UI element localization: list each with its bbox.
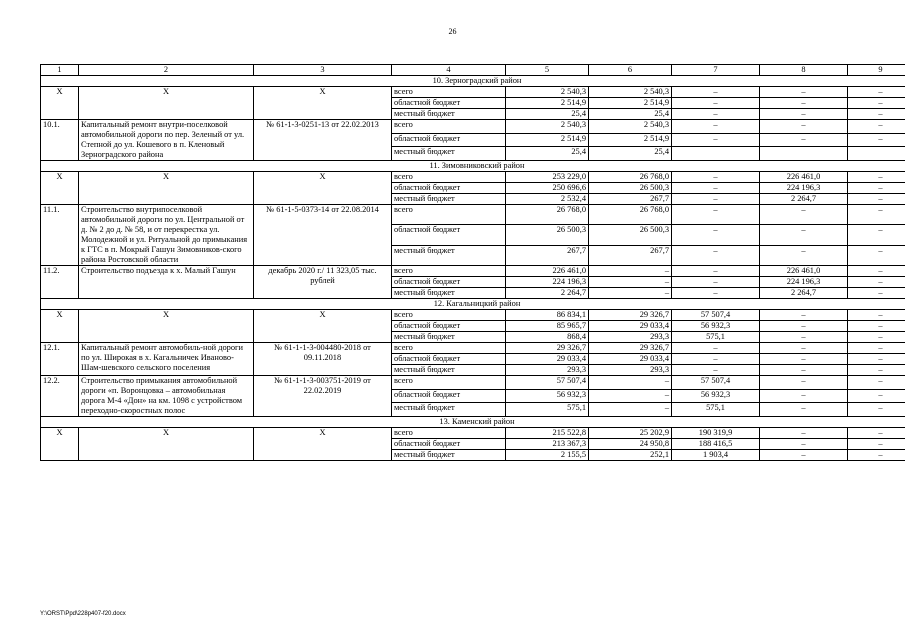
budget-value: – [672,225,760,245]
budget-value [672,147,760,161]
budget-source: всего [392,205,506,225]
item-description: Строительство внутрипоселковой автомобильной дороги по ул. Центральной от д. № 2 до д. № 58, и от перекрестка ул. Молодежной и ул. Ритуальной до примыкания к ГТС в п. Мокрый Гашун Зимовников-ского района Ростовской области [79,205,254,266]
budget-value: – [672,205,760,225]
budget-value: – [760,120,848,134]
budget-source: всего [392,376,506,390]
budget-value: 2 264,7 [506,288,589,299]
budget-value: – [760,439,848,450]
budget-value: 2 514,9 [589,133,672,147]
column-number: 1 [41,65,79,76]
budget-value: – [848,98,905,109]
section-row [41,161,905,172]
table-row [41,310,905,321]
budget-value: 29 326,7 [506,343,589,354]
budget-value: – [672,245,760,265]
budget-value: – [760,245,848,265]
budget-value: – [672,183,760,194]
budget-value: – [848,389,905,403]
budget-value: 2 264,7 [760,288,848,299]
budget-value: – [760,450,848,461]
budget-value: 190 319,9 [672,428,760,439]
budget-value: – [848,87,905,98]
budget-value: – [672,133,760,147]
item-number: 11.1. [41,205,79,266]
budget-value: 226 461,0 [506,266,589,277]
budget-value: – [589,389,672,403]
budget-value: 215 522,8 [506,428,589,439]
item-description: Строительство примыкания автомобильной дороги «п. Воронцовка – автомобильная дорога М-4 «Дон» на км. 1098 с устройством переходно-скоростных полос [79,376,254,417]
table-row [41,376,905,390]
section-row [41,299,905,310]
budget-source: местный бюджет [392,288,506,299]
budget-value: 26 500,3 [589,225,672,245]
budget-value: – [848,376,905,390]
budget-value: – [760,225,848,245]
budget-value: 213 367,3 [506,439,589,450]
budget-value: – [760,343,848,354]
section-title: 12. Кагальницкий район [41,299,905,310]
budget-source: всего [392,428,506,439]
file-path-footer: Y:\ORST\Ppd\228p407-f20.docx [40,611,126,617]
budget-source: местный бюджет [392,245,506,265]
budget-value: – [760,310,848,321]
section-title: 10. Зерноградский район [41,76,905,87]
budget-source: областной бюджет [392,321,506,332]
page-number: 26 [448,27,457,36]
budget-value: – [760,428,848,439]
table-row [41,172,905,183]
budget-value: 57 507,4 [672,310,760,321]
budget-source: местный бюджет [392,403,506,417]
budget-value: – [848,109,905,120]
budget-value: – [672,87,760,98]
budget-value: – [848,205,905,225]
budget-value: – [848,277,905,288]
budget-value: – [672,288,760,299]
table-row [41,428,905,439]
item-document: № 61-1-1-3-004480-2018 от 09.11.2018 [254,343,392,376]
budget-value: – [672,365,760,376]
budget-value: 267,7 [589,245,672,265]
item-document: X [254,87,392,120]
item-number: 10.1. [41,120,79,161]
budget-value: – [760,87,848,98]
budget-value: – [760,376,848,390]
budget-value: 575,1 [506,403,589,417]
budget-value: 2 155,5 [506,450,589,461]
item-description: X [79,172,254,205]
budget-value: – [589,277,672,288]
budget-value: 267,7 [506,245,589,265]
budget-source: областной бюджет [392,439,506,450]
budget-value: – [589,376,672,390]
budget-value: 293,3 [589,332,672,343]
budget-value: 29 033,4 [589,354,672,365]
budget-value: 26 768,0 [589,205,672,225]
column-number: 3 [254,65,392,76]
budget-value: 24 950,8 [589,439,672,450]
budget-value: – [760,321,848,332]
budget-value: 575,1 [672,332,760,343]
item-number: 11.2. [41,266,79,299]
budget-value: – [672,277,760,288]
table-row [41,87,905,98]
budget-value: 29 326,7 [589,310,672,321]
budget-value: 2 264,7 [760,194,848,205]
budget-value: – [589,266,672,277]
budget-source: всего [392,343,506,354]
item-document: декабрь 2020 г./ 11 323,05 тыс. рублей [254,266,392,299]
budget-value: 293,3 [589,365,672,376]
budget-value: – [672,109,760,120]
column-number: 5 [506,65,589,76]
budget-source: местный бюджет [392,147,506,161]
budget-value: – [672,354,760,365]
budget-source: областной бюджет [392,98,506,109]
item-description: X [79,428,254,461]
section-title: 11. Зимовниковский район [41,161,905,172]
budget-value: 56 932,3 [672,389,760,403]
budget-value: 57 507,4 [672,376,760,390]
column-number: 2 [79,65,254,76]
budget-value [848,147,905,161]
budget-value: 29 033,4 [506,354,589,365]
budget-value: 188 416,5 [672,439,760,450]
budget-source: местный бюджет [392,450,506,461]
budget-value: 267,7 [589,194,672,205]
item-number: X [41,310,79,343]
budget-source: всего [392,310,506,321]
budget-value: – [589,288,672,299]
budget-value: – [672,266,760,277]
budget-value: – [848,365,905,376]
item-document: № 61-1-5-0373-14 от 22.08.2014 [254,205,392,266]
budget-table [40,64,905,461]
item-description: X [79,87,254,120]
budget-value: 2 514,9 [506,133,589,147]
item-description: Капитальный ремонт внутри-поселковой автомобильной дороги по пер. Зеленый от ул. Степной до ул. Кошевого в п. Кленовый Зерноградского района [79,120,254,161]
column-number: 6 [589,65,672,76]
section-row [41,76,905,87]
budget-value: – [760,389,848,403]
budget-value: 57 507,4 [506,376,589,390]
budget-value: 250 696,6 [506,183,589,194]
item-document: X [254,428,392,461]
budget-value: – [848,428,905,439]
budget-value: – [672,120,760,134]
budget-value: – [848,288,905,299]
budget-value: – [848,343,905,354]
item-document: X [254,172,392,205]
item-number: X [41,87,79,120]
table-row [41,120,905,134]
budget-value: – [672,343,760,354]
budget-value: 25,4 [506,109,589,120]
budget-value: 25,4 [589,109,672,120]
budget-value: – [848,245,905,265]
budget-value: 56 932,3 [672,321,760,332]
item-description: Строительство подъезда к х. Малый Гашун [79,266,254,299]
budget-value: – [848,310,905,321]
table-body [41,65,905,461]
budget-value: – [760,332,848,343]
budget-value: 2 514,9 [589,98,672,109]
budget-value: 253 229,0 [506,172,589,183]
item-number: X [41,172,79,205]
table-row [41,205,905,225]
budget-value: – [848,450,905,461]
budget-value: 25 202,9 [589,428,672,439]
budget-value: 25,4 [589,147,672,161]
budget-value: – [760,354,848,365]
budget-value: – [848,172,905,183]
budget-value: 26 500,3 [506,225,589,245]
item-description: X [79,310,254,343]
item-document: № 61-1-1-3-003751-2019 от 22.02.2019 [254,376,392,417]
column-number: 9 [848,65,905,76]
budget-value: – [760,109,848,120]
budget-source: областной бюджет [392,277,506,288]
budget-value: – [848,439,905,450]
column-number: 8 [760,65,848,76]
budget-value: – [848,133,905,147]
budget-value: – [760,365,848,376]
budget-value: – [760,403,848,417]
budget-value: 2 540,3 [506,120,589,134]
budget-value: – [848,266,905,277]
budget-source: всего [392,120,506,134]
item-document: № 61-1-3-0251-13 от 22.02.2013 [254,120,392,161]
budget-value: – [760,205,848,225]
budget-value: 224 196,3 [760,277,848,288]
budget-value: 224 196,3 [506,277,589,288]
budget-value: 26 500,3 [589,183,672,194]
item-number: 12.1. [41,343,79,376]
budget-value: 29 326,7 [589,343,672,354]
budget-value: 1 903,4 [672,450,760,461]
budget-value: 226 461,0 [760,172,848,183]
budget-value: 85 965,7 [506,321,589,332]
budget-value: 226 461,0 [760,266,848,277]
budget-source: всего [392,172,506,183]
budget-value: 252,1 [589,450,672,461]
budget-value: – [848,321,905,332]
budget-value: 224 196,3 [760,183,848,194]
budget-value: 29 033,4 [589,321,672,332]
budget-value: – [760,98,848,109]
section-row [41,417,905,428]
budget-value: 86 834,1 [506,310,589,321]
table-row [41,266,905,277]
budget-value: 56 932,3 [506,389,589,403]
budget-value: 2 540,3 [506,87,589,98]
budget-value: 2 540,3 [589,87,672,98]
budget-value: – [848,403,905,417]
budget-source: местный бюджет [392,332,506,343]
budget-value: 2 532,4 [506,194,589,205]
budget-source: областной бюджет [392,133,506,147]
budget-value: 25,4 [506,147,589,161]
item-description: Капитальный ремонт автомобиль-ной дороги по ул. Широкая в х. Кагальничек Иваново-Шам-шевского сельского поселения [79,343,254,376]
budget-value: 26 768,0 [589,172,672,183]
budget-source: местный бюджет [392,194,506,205]
column-number: 4 [392,65,506,76]
budget-source: местный бюджет [392,365,506,376]
budget-value: 2 540,3 [589,120,672,134]
item-number: 12.2. [41,376,79,417]
budget-value: 293,3 [506,365,589,376]
budget-value [760,147,848,161]
section-title: 13. Каменский район [41,417,905,428]
budget-source: областной бюджет [392,354,506,365]
budget-value: – [848,194,905,205]
budget-source: областной бюджет [392,225,506,245]
column-numbers-row [41,65,905,76]
item-document: X [254,310,392,343]
budget-value: – [672,98,760,109]
budget-source: всего [392,266,506,277]
budget-value: 2 514,9 [506,98,589,109]
budget-value: 575,1 [672,403,760,417]
budget-value: – [848,332,905,343]
budget-value: – [848,120,905,134]
budget-value: – [589,403,672,417]
budget-value: – [672,172,760,183]
budget-value: – [848,354,905,365]
budget-source: местный бюджет [392,109,506,120]
budget-value: 26 768,0 [506,205,589,225]
budget-value: – [848,183,905,194]
budget-value: – [848,225,905,245]
budget-value: 868,4 [506,332,589,343]
budget-source: областной бюджет [392,183,506,194]
table-row [41,343,905,354]
budget-value: – [760,133,848,147]
column-number: 7 [672,65,760,76]
item-number: X [41,428,79,461]
budget-value: – [672,194,760,205]
budget-source: областной бюджет [392,389,506,403]
budget-source: всего [392,87,506,98]
